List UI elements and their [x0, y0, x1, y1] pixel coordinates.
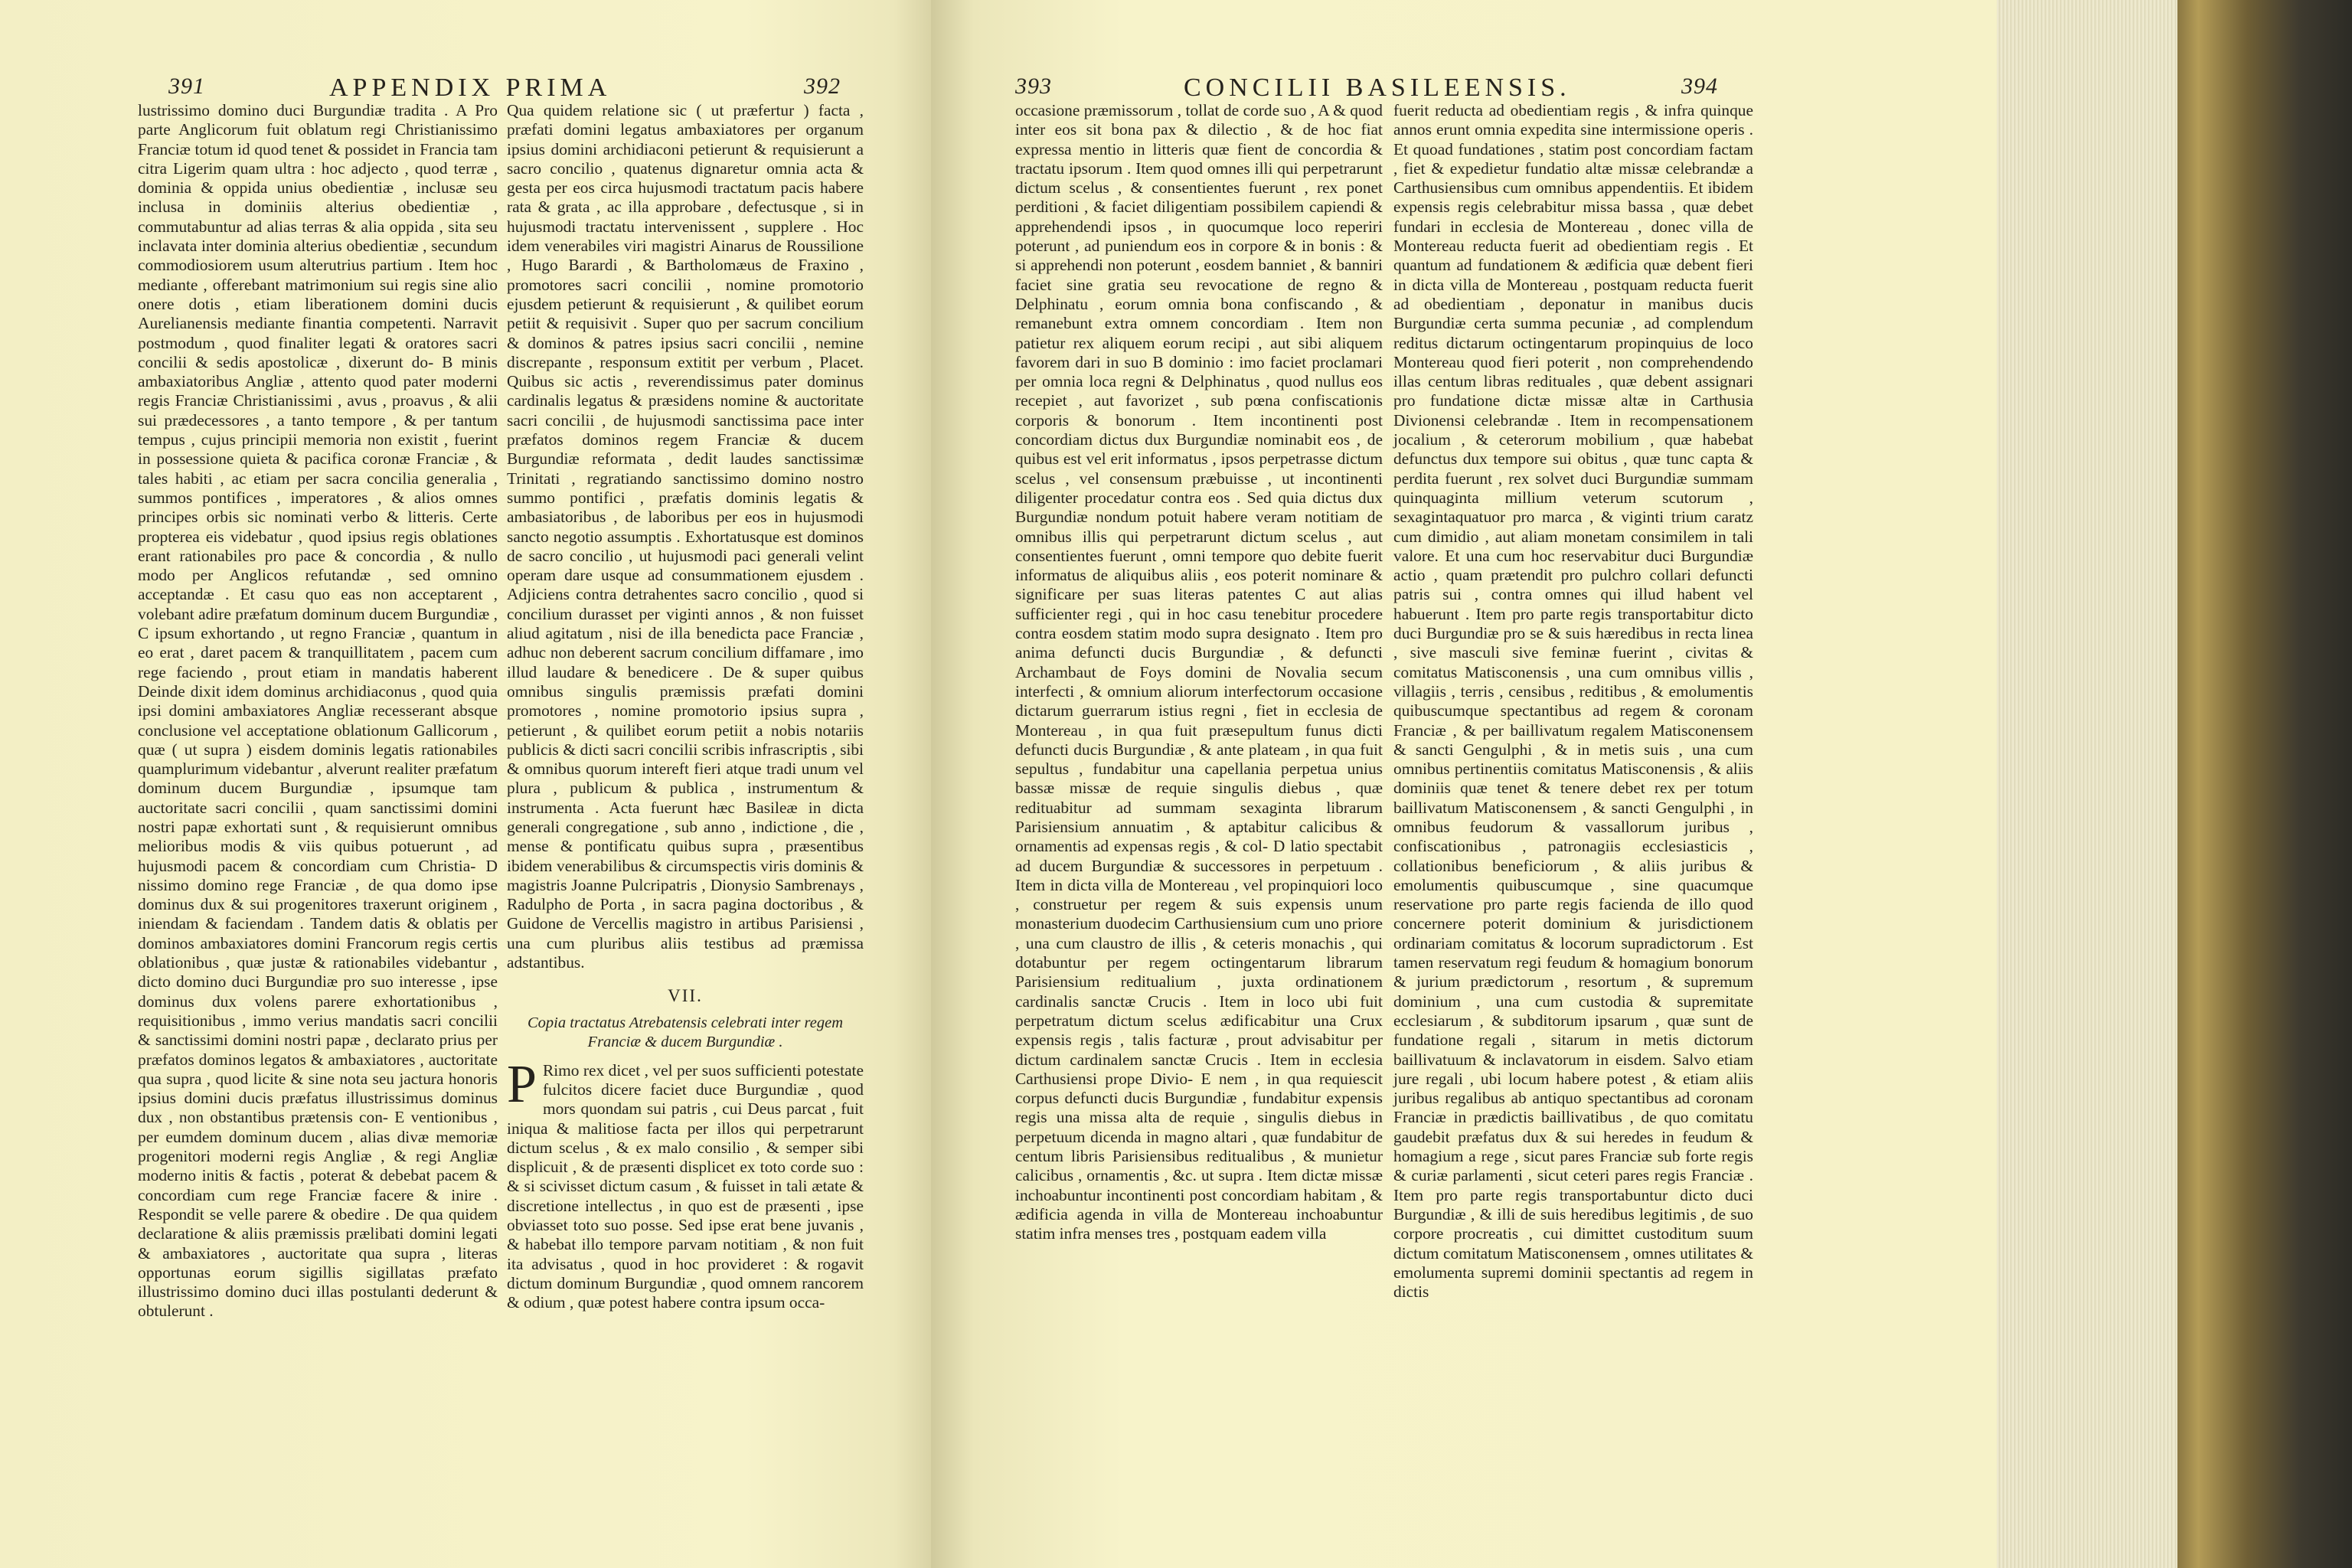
paragraph: fuerit reducta ad obedientiam regis , & infra quinque annos erunt omnia expedita sine intermissione operis . Et quoad fundationes , statim post concordiam factam , fiet & expedietur fundatio altæ missæ celebrandæ a Carthusiensibus cum omnibus appendentiis. Et ibidem expensis regis celebrabitur missa bassa , quæ debet fundari in ecclesia de Montereau , donec villa de Montereau reducta fuerit ad obedientiam regis . Et quantum ad fundationem & ædificia quæ debent fieri in dicta villa de Montereau , postquam reducta fuerit ad obedientiam , deponatur in manibus ducis Burgundiæ certa summa pecuniæ , ad complendum reditus dictarum octingentarum propinquius de loco Montereau quod fieri poterit , non comprehendendo illas centum libras redituales , quæ debent assignari pro fundatione dictæ missæ altæ in Carthusia Divionensi celebrandæ . Item in recompensationem jocalium , & ceterorum mobilium , quæ habebat defunctus dux tempore sui obitus , quæ tunc capta & perdita fuerunt , rex solvet duci Burgundiæ summam quinquaginta millium veterum scutorum , sexagintaquatuor pro marca , & viginti trium caratz cum dimidio , aut aliam monetam consimilem in tali valore. Et una cum hoc reservabitur duci Burgundiæ actio , quam prætendit pro pulchro collari defuncti patris sui , contra omnes qui illud habent vel habuerunt . Item pro parte regis transportabitur dicto duci Burgundiæ pro se & suis hæredibus in recta linea , sive masculi sive feminæ fuerint , civitas & comitatus Matisconensis , una cum omnibus villis , villagiis , terris , censibus , reditibus , & emolumentis quibuscumque spectantibus ad regem & coronam Franciæ , & per baillivatum regalem Matisconensem & sancti Gengulphi , & in metis suis , una cum omnibus pertinentiis comitatus Matisconensis , & aliis dominiis quæ tenet & tenere debet rex per totum baillivatum Matisconensem , & sancti Gengulphi , in omnibus feudorum & vassallorum juribus , confiscationibus , patronagiis ecclesiasticis , collationibus beneficiorum , & aliis juribus & emolumentis quibuscumque , sine quacumque reservatione pro parte regis facienda de illo quod concernere poterit dominium & jurisdictionem ordinariam comitatus & locorum supradictorum . Est tamen reservatum regi feudum & homagium bonorum & jurium prædictorum , resortum , & supremum dominium , una cum custodia & supremitate ecclesiarum , & subditorum ipsarum , quæ sunt de fundatione regali , sitarum in metis dictorum baillivatuum & inclavatorum in eisdem. Salvo etiam jure regali , ubi locum habere potest , & etiam aliis juribus regalibus ab antiquo spectantibus ad coronam Franciæ in prædictis baillivatibus , de quo comitatu gaudebit præfatus dux & sui heredes in feudum & homagium a rege , sicut pares Franciæ sub forte regis & curiæ parlamenti , sicut ceteri pares regis Franciæ . Item pro parte regis transportabuntur dicto duci Burgundiæ , & illi de suis heredibus legitimis , de suo corpore procreatis , cui dimittet custoditum suum dictum comitatum Matisconensem , omnes utilitates & emolumenta supremi dominii spectantis ad regem in dictis	[1393, 101, 1753, 1302]
section-title: Copia tractatus Atrebatensis celebrati inter regem Franciæ & ducem Burgundiæ .	[527, 1014, 844, 1050]
page-edges	[1997, 0, 2177, 1568]
page-number-393: 393	[1015, 74, 1052, 99]
paragraph: occasione præmissorum , tollat de corde suo , A & quod inter eos sit bona pax & dilectio , & de hoc fiat expressa mentio in litteris quæ fient de concordia & tractatu ipsorum . Item quod omnes illi qui perpetrarunt dictum scelus , & consentientes fuerunt , rex ponet perditioni , & faciet diligentiam possibilem capiendi & apprehendendi ipsos , in quocumque loco reperiri poterunt , ad puniendum eos in corpore & in bonis : & si apprehendi non poterunt , eosdem banniet , & banniri faciet sine gratia seu revocatione de regno & Delphinatu , eorum omnia bona confiscando , & remanebunt extra omnem concordiam . Item non patietur rex aliquem eorum recipi , aut sibi aliquem favorem dari in suo B dominio : imo faciet proclamari per omnia loca regni & Delphinatus , quod nullus eos recepiet , aut favorizet , sub pœna confiscationis corporis & bonorum . Item incontinenti post concordiam dictus dux Burgundiæ nominabit eos , de quibus est vel erit informatus , ipsos perpetrasse dictum scelus , vel consensum præbuisse , ut incontinenti diligenter procedatur contra eos . Sed quia dictus dux Burgundiæ nondum potuit habere veram notitiam de omnibus illis qui perpetrarunt dictum scelus , aut consentientes fuerunt , omni tempore quo debite fuerit informatus de aliquibus aliis , eos poterit nominare & significare per suas literas patentes C aut alias sufficienter regi , qui in hoc casu tenebitur procedere contra eosdem statim modo supra designato . Item pro anima defuncti ducis Burgundiæ , & defuncti Archambaut de Foys domini de Novalia secum interfecti , & omnium aliorum interfectorum occasione dictarum guerrarum istius regni , fiet in ecclesia de Montereau , in qua fuit præsepultum funus dicti defuncti ducis Burgundiæ , & ante plateam , in qua fuit sepultus , fundabitur una capellania perpetua unius bassæ missæ de requie singulis diebus , quæ redituabitur ad summam sexaginta librarum Parisiensium annuatim , & aptabitur calicibus & ornamentis ad expensas regis , & col- D latio spectabit ad ducem Burgundiæ & successores in perpetuum . Item in dicta villa de Montereau , vel propinquiori loco , construetur per regem & suis expensis unum monasterium duodecim Carthusiensium cum uno priore , una cum claustro de illis , & ceteris monachis , qui dotabuntur per regem octingentarum librarum Parisiensium reditualium , juxta ordinationem cardinalis sanctæ Crucis . Item in loco ubi fuit perpetratum dictum scelus ædificabitur una Crux expensis regis , talis facturæ , prout advisabitur per dictum cardinalem sanctæ Crucis . Item in ecclesia Carthusiensi prope Divio- E nem , in qua requiescit corpus defuncti ducis Burgundiæ , fundabitur expensis regis una missa alta de requie , singulis diebus in perpetuum dicenda in magno altari , quæ fundabitur de centum libris Parisiensibus reditualibus , & munietur calicibus , ornamentis , &c. ut supra . Item dictæ missæ inchoabuntur incontinenti post concordiam habitam , & ædificia agenda in villa de Montereau inchoabuntur statim infra menses tres , postquam eadem villa	[1015, 101, 1383, 1243]
page-number-391: 391	[168, 74, 205, 99]
left-page-column-1	[138, 101, 498, 1494]
drop-cap: P	[507, 1054, 537, 1114]
header-title-right: CONCILII BASILEENSIS.	[1184, 74, 1571, 102]
paragraph: Qua quidem relatione sic ( ut præfertur ) facta , præfati domini legatus ambaxiatores per organum ipsius domini archidiaconi petierunt & requisierunt a sacro concilio , quatenus dignaretur omnia acta & gesta per eos circa hujusmodi tractatum pacis habere rata & grata , ac illa approbare , defectusque , si in hujusmodi tractatu intervenissent , supplere . Hoc idem venerabiles viri magistri Ainarus de Roussilione , Hugo Barardi , & Bartholomæus de Fraxino , promotores sacri concilii , nomine promotorio ejusdem petierunt & requisierunt , & quilibet eorum petiit & requisivit . Super quo per sacrum concilium & dominos & patres ipsius sacri concilii , nemine discrepante , responsum extitit per verbum , Placet. Quibus sic actis , reverendissimus pater dominus cardinalis legatus & præsidens nomine & auctoritate sacri concilii , de hujusmodi sanctissima pace inter præfatos dominos regem Franciæ & ducem Burgundiæ reformata , dedit laudes sanctissimæ Trinitati , regratiando sanctissimo domino nostro summo pontifici , præfatis dominis legatis & ambasiatoribus , de laboribus per eos in hujusmodi sancto negotio assumptis . Exhortatusque est dominos de sacro concilio , ut hujusmodi paci generali velint operam dare usque ad consummationem ejusdem . Adjiciens contra detrahentes sacro concilio , quod si concilium durasset per viginti annos , & non fuisset aliud agitatum , nisi de illa benedicta pace Franciæ , adhuc non deberent sacrum concilium diffamare , imo illud laudare & benedicere . De & super quibus omnibus singulis præmissis præfati domini promotores , nomine promotorio ipsius supra , petierunt , & quilibet eorum petiit a nobis notariis publicis & dicti sacri concilii scribis infrascriptis , sibi & omnibus quorum intereft fieri atque tradi unum vel plura , publicum & publica , instrumentum & instrumenta . Acta fuerunt hæc Basileæ in dicta generali congregatione , sub anno , indictione , die , mense & pontificatu quibus supra , præsentibus ibidem venerabilibus & circumspectis viris dominis & magistris Joanne Pulcripatris , Dionysio Sambrenays , Radulpho de Porta , in sacra pagina doctoribus , & Guidone de Vercellis magistro in artibus Parisiensi , una cum pluribus aliis testibus ad præmissa adstantibus.	[507, 101, 864, 972]
page-number-394: 394	[1681, 74, 1718, 99]
right-page	[931, 0, 1997, 1568]
right-page-column-2	[1393, 101, 1753, 1494]
page-number-392: 392	[804, 74, 841, 99]
paragraph-text: Rimo rex dicet , vel per suos sufficienti potestate fulcitos dicere faciet duce Burgundiæ , quod mors quondam sui patris , cui Deus parcat , fuit iniqua & malitiose facta per illos qui perpetrarunt dictum scelus , & ex malo consilio , & semper sibi displicuit , & de præsenti displicet ex toto corde suo : & si scivisset dictum casum , & fuisset in tali ætate & discretione intellectus , in quo est de præsenti , ipse obviasset toto suo posse. Sed ipse erat bene juvanis , & habebat illo tempore parvam notitiam , & non fuit ita advisatus , quod in hoc provideret : & rogavit dictum dominum Burgundiæ , quod omnem rancorem & odium , quæ potest habere contra ipsum occa-	[507, 1060, 864, 1312]
header-title-left: APPENDIX PRIMA	[329, 74, 612, 102]
left-page-column-2	[507, 101, 864, 1494]
paragraph	[507, 1054, 864, 1313]
book-cover-edge	[2177, 0, 2352, 1568]
right-page-column-1	[1015, 101, 1383, 1494]
paragraph: lustrissimo domino duci Burgundiæ tradita . A Pro parte Anglicorum fuit oblatum regi Christianissimo Franciæ totum id quod tenet & possidet in Francia tam citra Ligerim quam ultra : hoc adjecto , quod terræ , dominia & oppida unius obedientiæ , inclusæ seu inclusa in dominiis alterius obedientiæ , commutabuntur ad alias terras & alia oppida , sita seu inclavata inter dominia alterius obedientiæ , secundum commodiosiorem usum alterutrius partium . Item hoc mediante , offerebant matrimonium sui regis sine alio onere dotis , etiam liberationem domini ducis Aurelianensis mediante finantia competenti. Narravit postmodum , quod finaliter legati & oratores sacri concilii & sedis apostolicæ , dixerunt do- B minis ambaxiatoribus Angliæ , attento quod pater moderni regis Franciæ Christianissimi , avus , proavus , & alii sui prædecessores , a tanto tempore , & per tantum tempus , cujus principii memoria non existit , fuerint in possessione quieta & pacifica coronæ Franciæ , & tales habiti , ac etiam per sacra concilia generalia , summos pontifices , imperatores , & alios omnes principes orbis sic nominati verbo & litteris. Certe propterea eis videbatur , quod ipsius regis oblationes erant rationabiles pro pace & concordia , & nullo modo per Anglicos refutandæ , sed omnino acceptandæ . Et casu quo eas non acceptarent , volebant adire præfatum dominum ducem Burgundiæ , C ipsum exhortando , ut regno Franciæ , quantum in eo erat , daret pacem & tranquillitatem , pacem cum rege faciendo , prout etiam in mandatis haberent Deinde dixit idem dominus archidiaconus , quod quia ipsi domini ambaxiatores Angliæ recesserant absque conclusione vel acceptatione oblationum Gallicorum , quæ ( ut supra ) eisdem dominis legatis rationabiles quamplurimum videbantur , alverunt realiter præfatum dominum ducem Burgundiæ , ipsumque tam auctoritate sacri concilii , quam sanctissimi domini nostri papæ exhortati sunt , & requisierunt omnibus melioribus modis & viis quibus potuerunt , ad hujusmodi pacem & concordiam cum Christia- D nissimo domino rege Franciæ , de qua domo ipse dominus dux & sui progenitores traxerunt originem , iniendam & faciendam . Tandem datis & oblatis per dominos ambaxiatores domini Francorum regis certis oblationibus , quæ justæ & rationabiles videbantur , dicto domino duci Burgundiæ pro suo interesse , ipse dominus dux volens parere exhortationibus , requisitionibus , immo verius mandatis sacri concilii & sanctissimi domini nostri papæ , declarato prius per præfatos dominos legatos & ambaxiatores , auctoritate qua supra , quod licite & sine nota seu jactura honoris ipsius domini ducis præfatus illustrissimus dominus dux , non obstantibus prætensis con- E ventionibus , per eumdem dominum ducem , alias divæ memoriæ progenitori moderni regis Angliæ , & regi Angliæ moderno initis & factis , poterat & debebat pacem & concordiam cum rege Franciæ facere & inire . Respondit se velle parere & obedire . De qua quidem declaratione & aliis præmissis prælibati domini legati & ambaxiatores , auctoritate qua supra , literas opportunas eorum sigillis sigillatas præfato illustrissimo domino duci illas postulanti dederunt & obtulerunt .	[138, 101, 498, 1321]
section-number: VII.	[668, 986, 703, 1006]
left-page	[0, 0, 931, 1568]
